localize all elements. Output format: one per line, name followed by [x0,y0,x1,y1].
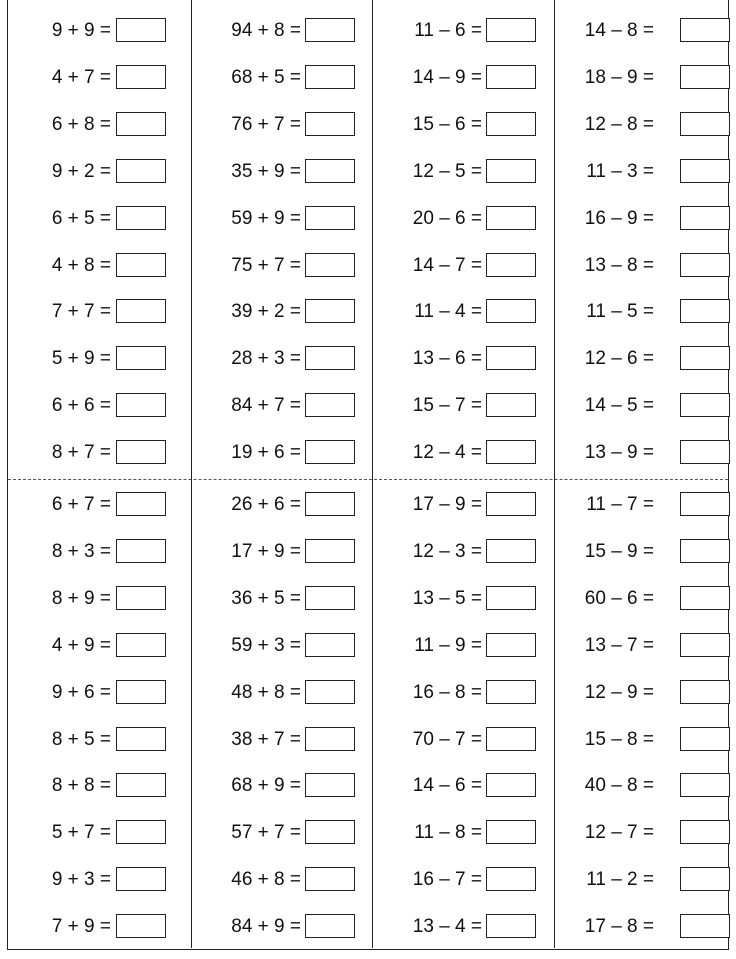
problem-row [8,680,191,706]
problem-row [554,680,730,706]
problem-row [8,440,191,466]
answer-box[interactable] [680,112,730,136]
problem-expression: 13 – 9 = [584,442,654,464]
problem-row [191,773,372,799]
answer-box[interactable] [116,727,166,751]
problem-row [554,206,730,232]
problem-row [372,393,554,419]
answer-box[interactable] [486,206,536,230]
problem-row [8,539,191,565]
problem-row [372,539,554,565]
problem-expression: 4 + 7 = [51,66,111,88]
problem-expression: 9 + 6 = [51,681,111,703]
problem-expression: 15 – 9 = [584,540,654,562]
problem-expression: 12 – 7 = [584,822,654,844]
problem-expression: 7 + 9 = [51,916,111,938]
answer-box[interactable] [305,680,355,704]
problem-row [191,112,372,138]
problem-expression: 16 – 8 = [412,681,482,703]
problem-row [8,773,191,799]
answer-box[interactable] [680,253,730,277]
problem-expression: 7 + 7 = [51,301,111,323]
problem-row [8,867,191,893]
problem-expression: 17 – 8 = [584,916,654,938]
problem-row [372,727,554,753]
problem-expression: 8 + 9 = [51,587,111,609]
problem-row [554,440,730,466]
answer-box[interactable] [305,112,355,136]
problem-row [8,18,191,44]
problem-row [554,586,730,612]
problem-expression: 59 + 9 = [231,207,301,229]
problem-expression: 9 + 9 = [51,20,111,41]
answer-box[interactable] [116,65,166,89]
problem-row [372,346,554,372]
problem-row [191,539,372,565]
answer-box[interactable] [305,820,355,844]
problem-expression: 16 – 9 = [584,207,654,229]
problem-expression: 14 – 9 = [412,66,482,88]
problem-expression: 84 + 7 = [231,395,301,417]
problem-expression: 13 – 4 = [412,916,482,938]
answer-box[interactable] [305,346,355,370]
problem-row [191,206,372,232]
problem-row [191,346,372,372]
problem-row [8,393,191,419]
answer-box[interactable] [116,440,166,464]
problem-row [191,586,372,612]
problem-row [191,159,372,185]
answer-box[interactable] [305,914,355,938]
problem-row [191,393,372,419]
problem-expression: 28 + 3 = [231,348,301,370]
answer-box[interactable] [486,820,536,844]
answer-box[interactable] [486,633,536,657]
answer-box[interactable] [116,820,166,844]
answer-box[interactable] [680,820,730,844]
problem-row [554,820,730,846]
problem-row [191,727,372,753]
problem-expression: 14 – 8 = [584,20,654,41]
problem-expression: 94 + 8 = [231,20,301,41]
problem-expression: 39 + 2 = [231,301,301,323]
problem-expression: 20 – 6 = [412,207,482,229]
problem-row [8,206,191,232]
answer-box[interactable] [305,727,355,751]
problem-expression: 14 – 7 = [412,254,482,276]
problem-row [8,112,191,138]
problem-row [372,633,554,659]
problem-expression: 46 + 8 = [231,869,301,891]
answer-box[interactable] [680,159,730,183]
answer-box[interactable] [116,112,166,136]
problem-row [8,346,191,372]
answer-box[interactable] [680,440,730,464]
answer-box[interactable] [486,65,536,89]
problem-expression: 6 + 7 = [51,494,111,515]
problem-expression: 4 + 8 = [51,254,111,276]
problem-expression: 11 – 3 = [586,160,654,182]
problem-expression: 6 + 8 = [51,113,111,135]
problem-expression: 11 – 2 = [586,869,654,891]
answer-box[interactable] [486,914,536,938]
problem-expression: 84 + 9 = [231,916,301,938]
problem-row [372,586,554,612]
problem-expression: 68 + 9 = [231,775,301,797]
problem-row [8,492,191,518]
problem-row [554,346,730,372]
problem-row [191,492,372,518]
problem-expression: 8 + 5 = [51,728,111,750]
problem-expression: 11 – 8 = [414,822,482,844]
problem-row [191,633,372,659]
problem-row [8,727,191,753]
problem-column [554,0,730,948]
problem-expression: 15 – 7 = [412,395,482,417]
problem-expression: 8 + 3 = [51,540,111,562]
problem-row [372,206,554,232]
problem-expression: 48 + 8 = [231,681,301,703]
problem-row [554,299,730,325]
answer-box[interactable] [680,65,730,89]
problem-row [554,633,730,659]
problem-expression: 5 + 9 = [51,348,111,370]
problem-expression: 68 + 5 = [231,66,301,88]
problem-row [8,820,191,846]
problem-row [191,253,372,279]
answer-box[interactable] [680,914,730,938]
problem-row [372,18,554,44]
problem-expression: 76 + 7 = [231,113,301,135]
problem-row [8,586,191,612]
problem-expression: 12 – 3 = [412,540,482,562]
answer-box[interactable] [305,18,355,42]
answer-box[interactable] [486,346,536,370]
problem-expression: 13 – 5 = [412,587,482,609]
problem-row [191,914,372,940]
problem-expression: 12 – 6 = [584,348,654,370]
problem-row [372,492,554,518]
problem-expression: 11 – 5 = [586,301,654,323]
answer-box[interactable] [680,633,730,657]
problem-expression: 36 + 5 = [231,587,301,609]
answer-box[interactable] [680,393,730,417]
problem-row [191,680,372,706]
answer-box[interactable] [116,253,166,277]
answer-box[interactable] [486,18,536,42]
problem-expression: 12 – 5 = [412,160,482,182]
problem-row [554,159,730,185]
problem-row [554,65,730,91]
answer-box[interactable] [486,867,536,891]
answer-box[interactable] [116,159,166,183]
answer-box[interactable] [305,586,355,610]
problem-expression: 12 – 8 = [584,113,654,135]
answer-box[interactable] [116,867,166,891]
problem-row [8,299,191,325]
problem-row [554,867,730,893]
answer-box[interactable] [116,18,166,42]
problem-row [554,18,730,44]
answer-box[interactable] [116,633,166,657]
problem-row [191,299,372,325]
problem-expression: 9 + 2 = [51,160,111,182]
problem-column [372,0,554,948]
answer-box[interactable] [305,867,355,891]
answer-box[interactable] [486,253,536,277]
problem-row [372,820,554,846]
problem-row [372,867,554,893]
answer-box[interactable] [680,346,730,370]
problem-row [372,914,554,940]
problem-row [8,65,191,91]
answer-box[interactable] [116,393,166,417]
answer-box[interactable] [486,539,536,563]
problem-row [372,680,554,706]
problem-row [191,820,372,846]
problem-expression: 17 – 9 = [412,494,482,515]
problem-expression: 8 + 8 = [51,775,111,797]
problem-expression: 11 – 7 = [586,494,654,515]
problem-expression: 16 – 7 = [412,869,482,891]
problem-row [554,914,730,940]
problem-row [372,440,554,466]
answer-box[interactable] [116,346,166,370]
answer-box[interactable] [486,159,536,183]
problem-row [554,773,730,799]
problem-expression: 17 + 9 = [231,540,301,562]
answer-box[interactable] [116,299,166,323]
problem-expression: 6 + 5 = [51,207,111,229]
problem-expression: 6 + 6 = [51,395,111,417]
problem-row [191,18,372,44]
problem-expression: 15 – 6 = [412,113,482,135]
answer-box[interactable] [305,539,355,563]
answer-box[interactable] [305,206,355,230]
answer-box[interactable] [680,539,730,563]
problem-row [554,253,730,279]
answer-box[interactable] [305,633,355,657]
answer-box[interactable] [305,299,355,323]
problem-expression: 9 + 3 = [51,869,111,891]
answer-box[interactable] [680,727,730,751]
problem-row [191,440,372,466]
answer-box[interactable] [305,440,355,464]
problem-expression: 59 + 3 = [231,634,301,656]
problem-row [554,112,730,138]
problem-row [191,867,372,893]
problem-expression: 75 + 7 = [231,254,301,276]
answer-box[interactable] [116,586,166,610]
answer-box[interactable] [305,393,355,417]
problem-row [372,299,554,325]
problem-expression: 12 – 4 = [412,442,482,464]
problem-expression: 14 – 6 = [412,775,482,797]
answer-box[interactable] [680,299,730,323]
problem-expression: 40 – 8 = [584,775,654,797]
problem-expression: 11 – 6 = [414,20,482,41]
answer-box[interactable] [305,253,355,277]
problem-row [372,112,554,138]
problem-expression: 11 – 4 = [414,301,482,323]
answer-box[interactable] [680,680,730,704]
answer-box[interactable] [486,492,536,516]
answer-box[interactable] [116,914,166,938]
problem-row [8,159,191,185]
problem-row [554,539,730,565]
answer-box[interactable] [680,773,730,797]
problem-row [8,633,191,659]
problem-row [372,65,554,91]
answer-box[interactable] [116,773,166,797]
problem-row [8,914,191,940]
answer-box[interactable] [680,492,730,516]
problem-column [191,0,372,948]
answer-box[interactable] [486,727,536,751]
problem-expression: 5 + 7 = [51,822,111,844]
answer-box[interactable] [305,159,355,183]
answer-box[interactable] [305,65,355,89]
answer-box[interactable] [305,492,355,516]
problem-expression: 18 – 9 = [584,66,654,88]
answer-box[interactable] [486,112,536,136]
problem-row [554,492,730,518]
problem-row [554,393,730,419]
answer-box[interactable] [116,492,166,516]
answer-box[interactable] [305,773,355,797]
answer-box[interactable] [486,393,536,417]
answer-box[interactable] [116,206,166,230]
problem-expression: 15 – 8 = [584,728,654,750]
answer-box[interactable] [116,539,166,563]
problem-row [372,159,554,185]
answer-box[interactable] [680,586,730,610]
problem-expression: 12 – 9 = [584,681,654,703]
problem-expression: 60 – 6 = [584,587,654,609]
problem-expression: 13 – 7 = [584,634,654,656]
problem-expression: 26 + 6 = [231,494,301,515]
problem-expression: 19 + 6 = [231,442,301,464]
problem-expression: 8 + 7 = [51,442,111,464]
problem-expression: 11 – 9 = [414,634,482,656]
problem-row [191,65,372,91]
problem-expression: 57 + 7 = [231,822,301,844]
answer-box[interactable] [486,299,536,323]
problem-row [372,773,554,799]
answer-box[interactable] [486,586,536,610]
problem-expression: 38 + 7 = [231,728,301,750]
answer-box[interactable] [486,440,536,464]
answer-box[interactable] [486,773,536,797]
answer-box[interactable] [680,867,730,891]
problem-row [372,253,554,279]
worksheet [7,0,729,950]
problem-expression: 70 – 7 = [412,728,482,750]
problem-expression: 13 – 8 = [584,254,654,276]
problem-row [554,727,730,753]
problem-expression: 14 – 5 = [584,395,654,417]
problem-row [8,253,191,279]
problem-column [8,0,191,948]
problem-expression: 13 – 6 = [412,348,482,370]
answer-box[interactable] [680,206,730,230]
problem-expression: 35 + 9 = [231,160,301,182]
answer-box[interactable] [680,18,730,42]
answer-box[interactable] [486,680,536,704]
problem-expression: 4 + 9 = [51,634,111,656]
answer-box[interactable] [116,680,166,704]
